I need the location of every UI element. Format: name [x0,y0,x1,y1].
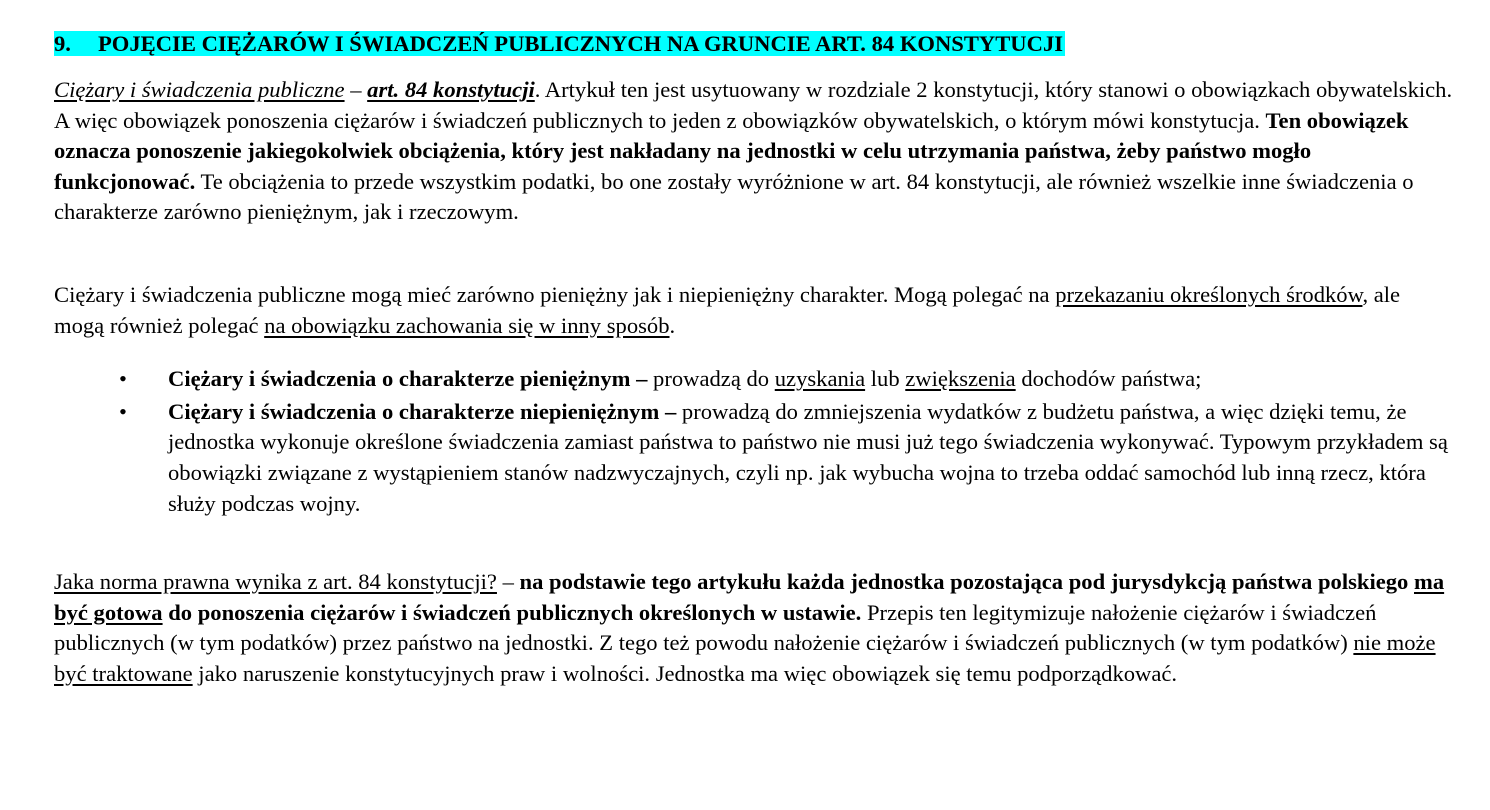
bold-sentence: Ten obowiązek oznacza ponoszenie jakiegokolwiek obciążenia, który jest nakładany na jednostki w celu utrzymania państwa, żeby państwo mogło funkcjonować. [54,107,1409,194]
bullet-heading: Ciężary i świadczenia o charakterze niepieniężnym – [168,398,677,424]
bullet-list [54,364,1454,519]
paragraph-text: Ciężary i świadczenia publiczne mogą mieć zarówno pieniężny jak i niepieniężny charakter. Mogą polegać na [54,281,1056,307]
paragraph-text: , ale mogą również polegać [54,281,1401,338]
underlined-word: zwiększenia [905,366,1016,392]
bullet-heading: Ciężary i świadczenia o charakterze pieniężnym – [168,366,648,392]
document-page [54,27,1454,690]
paragraph-text: jako naruszenie konstytucyjnych praw i wolności. Jednostka ma więc obowiązek się temu podporządkować. [192,660,1178,686]
question-phrase: Jaka norma prawna wynika z art. 84 konstytucji? [54,569,497,595]
underlined-phrase: nie może być traktowane [54,630,1436,686]
bold-underlined-phrase: ma być gotowa [54,569,1445,625]
bullet-text: prowadzą do [647,366,775,392]
bullet-marker: • [119,398,127,424]
paragraph-text: Te obciążenia to przede wszystkim podatki, bo one zostały wyróżnione w art. 84 konstytucji, ale również wszelkie inne świadczenia o charakterze zarówno pieniężnym, jak i rzeczowym. [54,168,1414,225]
paragraph-text: . [669,312,676,338]
underlined-phrase: przekazaniu określonych środków [1055,281,1363,307]
dash: – [344,77,368,102]
bullet-marker: • [119,366,127,392]
section-heading [54,27,1454,61]
paragraph-definition [54,75,1454,228]
underlined-phrase: na obowiązku zachowania się w inny sposób [264,312,670,338]
bullet-text: lub [865,366,906,392]
underlined-word: uzyskania [774,366,866,392]
heading-number: 9. [54,31,71,56]
list-item [119,397,1454,519]
paragraph-text: . Artykuł ten jest usytuowany w rozdziale 2 konstytucji, który stanowi o obowiązkach obywatelskich. A więc obowiązek ponoszenia ciężarów i świadczeń publicznych to jeden z obowiązków obywatelskich, o którym mówi konstytucja. [54,77,1453,133]
paragraph-character [54,280,1454,341]
bold-text: do ponoszenia ciężarów i świadczeń publicznych określonych w ustawie. [162,599,862,625]
paragraph-text: Przepis ten legitymizuje nałożenie ciężarów i świadczeń publicznych (w tym podatków) przez państwo na jednostki. Z tego też powodu nałożenie ciężarów i świadczeń publicznych (w tym podatków) [54,599,1377,656]
dash: – [496,569,520,595]
list-item [119,364,1454,395]
heading-title: POJĘCIE CIĘŻARÓW I ŚWIADCZEŃ PUBLICZNYCH NA GRUNCIE ART. 84 KONSTYTUCJI [98,31,1064,56]
paragraph-legal-norm [54,567,1454,689]
bullet-text: prowadzą do zmniejszenia wydatków z budżetu państwa, a więc dzięki temu, że jednostka wykonuje określone świadczenia zamiast państwa to państwo nie musi już tego świadczenia wykonywać. Typowym przykładem są obowiązki związane z wystąpieniem stanów nadzwyczajnych, czyli np. jak wybucha wojna to trzeba oddać samochód lub inną rzecz, która służy podczas wojny. [168,398,1448,516]
bullet-text: dochodów państwa; [1015,366,1202,392]
article-reference: art. 84 konstytucji [367,77,535,102]
term-definition: Ciężary i świadczenia publiczne [54,77,345,102]
heading-highlight [54,31,1065,56]
bold-text: na podstawie tego artykułu każda jednostka pozostająca pod jurysdykcją państwa polskiego [519,569,1414,595]
